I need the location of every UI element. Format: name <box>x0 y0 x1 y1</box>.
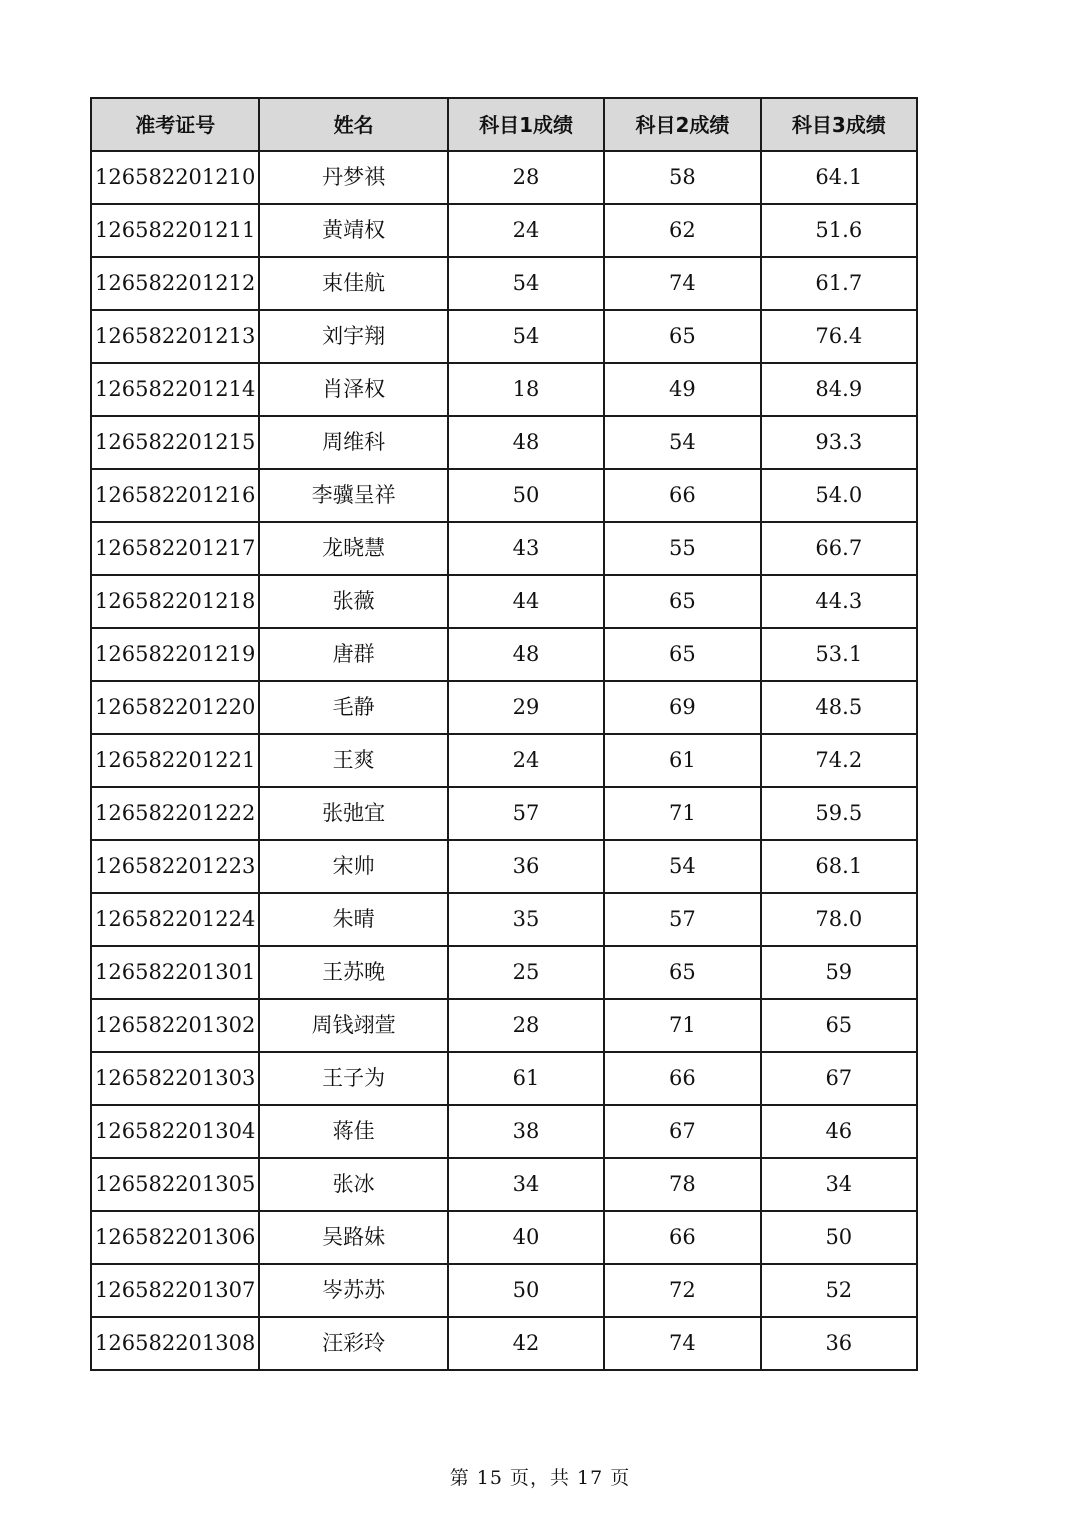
cell-subject-2-score: 58 <box>604 151 760 204</box>
header-subject-3-score: 科目3成绩 <box>761 98 917 151</box>
cell-exam-id: 126582201219 <box>91 628 259 681</box>
cell-exam-id: 126582201218 <box>91 575 259 628</box>
cell-subject-1-score: 43 <box>448 522 604 575</box>
cell-subject-1-score: 38 <box>448 1105 604 1158</box>
cell-subject-1-score: 40 <box>448 1211 604 1264</box>
cell-exam-id: 126582201216 <box>91 469 259 522</box>
cell-subject-2-score: 71 <box>604 999 760 1052</box>
cell-exam-id: 126582201303 <box>91 1052 259 1105</box>
cell-subject-1-score: 54 <box>448 257 604 310</box>
cell-exam-id: 126582201210 <box>91 151 259 204</box>
cell-name: 蒋佳 <box>259 1105 447 1158</box>
cell-name: 李骥呈祥 <box>259 469 447 522</box>
cell-subject-3-score: 93.3 <box>761 416 917 469</box>
cell-subject-2-score: 74 <box>604 257 760 310</box>
cell-subject-3-score: 78.0 <box>761 893 917 946</box>
cell-subject-1-score: 48 <box>448 416 604 469</box>
cell-subject-2-score: 61 <box>604 734 760 787</box>
cell-exam-id: 126582201308 <box>91 1317 259 1370</box>
cell-subject-1-score: 50 <box>448 1264 604 1317</box>
cell-subject-2-score: 65 <box>604 310 760 363</box>
cell-name: 王子为 <box>259 1052 447 1105</box>
table-row <box>91 1264 917 1317</box>
cell-subject-2-score: 66 <box>604 1052 760 1105</box>
table-row <box>91 893 917 946</box>
cell-exam-id: 126582201212 <box>91 257 259 310</box>
cell-name: 周钱翊萱 <box>259 999 447 1052</box>
page-number-footer: 第 15 页，共 17 页 <box>449 1467 631 1489</box>
cell-subject-1-score: 48 <box>448 628 604 681</box>
cell-subject-3-score: 53.1 <box>761 628 917 681</box>
cell-name: 毛静 <box>259 681 447 734</box>
cell-exam-id: 126582201220 <box>91 681 259 734</box>
cell-subject-3-score: 50 <box>761 1211 917 1264</box>
cell-name: 岑苏苏 <box>259 1264 447 1317</box>
cell-exam-id: 126582201305 <box>91 1158 259 1211</box>
header-subject-2-score: 科目2成绩 <box>604 98 760 151</box>
cell-subject-1-score: 36 <box>448 840 604 893</box>
cell-subject-1-score: 28 <box>448 151 604 204</box>
cell-subject-2-score: 65 <box>604 575 760 628</box>
cell-subject-1-score: 61 <box>448 1052 604 1105</box>
table-row <box>91 1105 917 1158</box>
cell-subject-1-score: 54 <box>448 310 604 363</box>
cell-subject-3-score: 61.7 <box>761 257 917 310</box>
cell-subject-2-score: 55 <box>604 522 760 575</box>
table-row <box>91 787 917 840</box>
cell-subject-3-score: 54.0 <box>761 469 917 522</box>
header-name: 姓名 <box>259 98 447 151</box>
cell-name: 唐群 <box>259 628 447 681</box>
cell-exam-id: 126582201301 <box>91 946 259 999</box>
cell-name: 刘宇翔 <box>259 310 447 363</box>
table-header <box>91 98 917 151</box>
cell-subject-2-score: 62 <box>604 204 760 257</box>
cell-exam-id: 126582201307 <box>91 1264 259 1317</box>
cell-subject-2-score: 78 <box>604 1158 760 1211</box>
cell-exam-id: 126582201306 <box>91 1211 259 1264</box>
table-row <box>91 734 917 787</box>
cell-subject-3-score: 36 <box>761 1317 917 1370</box>
cell-subject-3-score: 65 <box>761 999 917 1052</box>
table-row <box>91 257 917 310</box>
cell-subject-3-score: 74.2 <box>761 734 917 787</box>
header-subject-1-score: 科目1成绩 <box>448 98 604 151</box>
cell-exam-id: 126582201211 <box>91 204 259 257</box>
cell-name: 束佳航 <box>259 257 447 310</box>
cell-exam-id: 126582201213 <box>91 310 259 363</box>
cell-subject-3-score: 51.6 <box>761 204 917 257</box>
cell-subject-3-score: 68.1 <box>761 840 917 893</box>
cell-subject-1-score: 28 <box>448 999 604 1052</box>
cell-exam-id: 126582201223 <box>91 840 259 893</box>
cell-subject-1-score: 50 <box>448 469 604 522</box>
cell-name: 张薇 <box>259 575 447 628</box>
cell-name: 肖泽权 <box>259 363 447 416</box>
cell-name: 宋帅 <box>259 840 447 893</box>
cell-name: 王爽 <box>259 734 447 787</box>
cell-subject-1-score: 34 <box>448 1158 604 1211</box>
cell-exam-id: 126582201222 <box>91 787 259 840</box>
cell-subject-1-score: 44 <box>448 575 604 628</box>
cell-subject-2-score: 67 <box>604 1105 760 1158</box>
table-row <box>91 1211 917 1264</box>
cell-subject-2-score: 66 <box>604 469 760 522</box>
cell-name: 龙晓慧 <box>259 522 447 575</box>
cell-name: 张弛宜 <box>259 787 447 840</box>
cell-name: 张冰 <box>259 1158 447 1211</box>
cell-subject-2-score: 54 <box>604 840 760 893</box>
cell-subject-2-score: 74 <box>604 1317 760 1370</box>
cell-subject-2-score: 72 <box>604 1264 760 1317</box>
cell-name: 王苏晚 <box>259 946 447 999</box>
table-row <box>91 416 917 469</box>
cell-subject-1-score: 29 <box>448 681 604 734</box>
cell-name: 汪彩玲 <box>259 1317 447 1370</box>
cell-subject-1-score: 25 <box>448 946 604 999</box>
cell-subject-3-score: 59.5 <box>761 787 917 840</box>
cell-name: 吴路妹 <box>259 1211 447 1264</box>
header-exam-id: 准考证号 <box>91 98 259 151</box>
cell-name: 朱晴 <box>259 893 447 946</box>
cell-exam-id: 126582201221 <box>91 734 259 787</box>
cell-exam-id: 126582201302 <box>91 999 259 1052</box>
cell-subject-2-score: 49 <box>604 363 760 416</box>
table-row <box>91 522 917 575</box>
cell-subject-3-score: 84.9 <box>761 363 917 416</box>
cell-exam-id: 126582201214 <box>91 363 259 416</box>
table-row <box>91 681 917 734</box>
cell-subject-2-score: 69 <box>604 681 760 734</box>
table-body <box>91 151 917 1370</box>
cell-subject-2-score: 54 <box>604 416 760 469</box>
cell-subject-1-score: 57 <box>448 787 604 840</box>
cell-exam-id: 126582201215 <box>91 416 259 469</box>
table-row <box>91 1317 917 1370</box>
cell-subject-1-score: 24 <box>448 204 604 257</box>
cell-subject-1-score: 42 <box>448 1317 604 1370</box>
table-row <box>91 628 917 681</box>
cell-subject-3-score: 76.4 <box>761 310 917 363</box>
table-row <box>91 469 917 522</box>
cell-name: 黄靖权 <box>259 204 447 257</box>
cell-exam-id: 126582201217 <box>91 522 259 575</box>
cell-subject-1-score: 24 <box>448 734 604 787</box>
table-row <box>91 363 917 416</box>
cell-subject-3-score: 66.7 <box>761 522 917 575</box>
table-row <box>91 151 917 204</box>
cell-exam-id: 126582201224 <box>91 893 259 946</box>
table-row <box>91 575 917 628</box>
cell-name: 丹梦祺 <box>259 151 447 204</box>
score-table <box>90 97 918 1371</box>
cell-subject-2-score: 66 <box>604 1211 760 1264</box>
table-row <box>91 310 917 363</box>
cell-subject-2-score: 57 <box>604 893 760 946</box>
cell-subject-3-score: 48.5 <box>761 681 917 734</box>
table-row <box>91 840 917 893</box>
cell-name: 周维科 <box>259 416 447 469</box>
cell-subject-1-score: 35 <box>448 893 604 946</box>
cell-subject-3-score: 34 <box>761 1158 917 1211</box>
cell-subject-2-score: 65 <box>604 628 760 681</box>
table-row <box>91 204 917 257</box>
table-row <box>91 946 917 999</box>
cell-subject-1-score: 18 <box>448 363 604 416</box>
table-row <box>91 1052 917 1105</box>
cell-subject-3-score: 52 <box>761 1264 917 1317</box>
cell-subject-3-score: 46 <box>761 1105 917 1158</box>
table-row <box>91 1158 917 1211</box>
table-row <box>91 999 917 1052</box>
cell-subject-3-score: 44.3 <box>761 575 917 628</box>
cell-subject-3-score: 64.1 <box>761 151 917 204</box>
header-row <box>91 98 917 151</box>
cell-subject-2-score: 71 <box>604 787 760 840</box>
cell-subject-3-score: 67 <box>761 1052 917 1105</box>
cell-subject-3-score: 59 <box>761 946 917 999</box>
cell-subject-2-score: 65 <box>604 946 760 999</box>
cell-exam-id: 126582201304 <box>91 1105 259 1158</box>
